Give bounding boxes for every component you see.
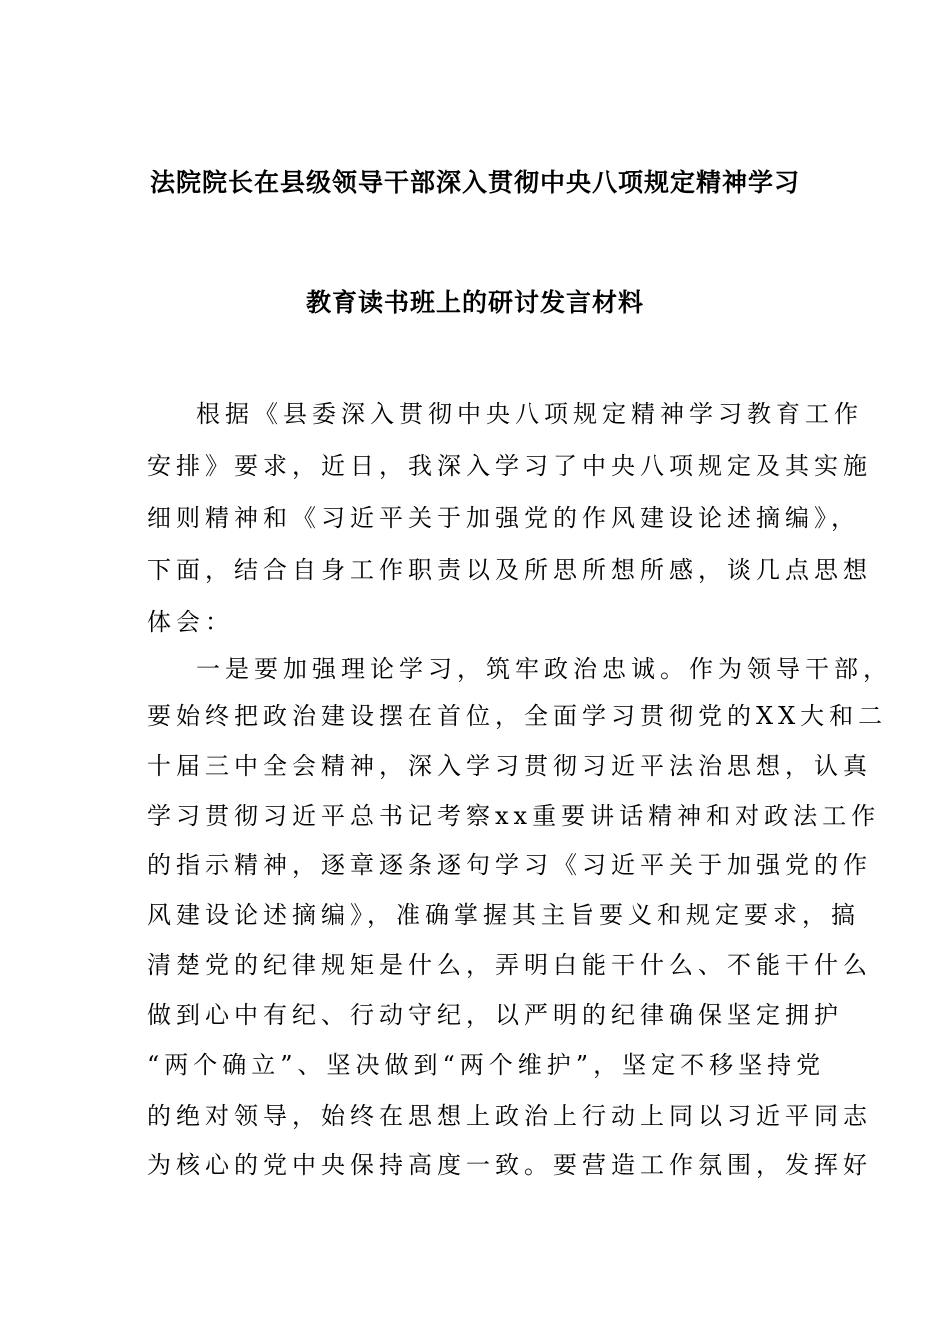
body-line: 学习贯彻习近平总书记考察xx重要讲话精神和对政法工作	[147, 802, 881, 830]
body-line: 安排》要求，近日，我深入学习了中央八项规定及其实施	[147, 452, 872, 480]
title-line-1: 法院院长在县级领导干部深入贯彻中央八项规定精神学习	[149, 168, 800, 197]
body-line: 体会：	[147, 608, 234, 636]
body-line: 的指示精神，逐章逐条逐句学习《习近平关于加强党的作	[147, 851, 872, 879]
body-line: 下面，结合自身工作职责以及所思所想所感，谈几点思想	[147, 556, 872, 584]
body-line: 风建设论述摘编》，准确掌握其主旨要义和规定要求，搞	[147, 901, 860, 929]
body-line: 为核心的党中央保持高度一致。要营造工作氛围，发挥好	[147, 1151, 872, 1179]
body-line: “两个确立”、坚决做到“两个维护”，坚定不移坚持党	[147, 1051, 826, 1079]
body-line: 做到心中有纪、行动守纪，以严明的纪律确保坚定拥护	[147, 1001, 843, 1029]
body-line: 要始终把政治建设摆在首位，全面学习贯彻党的XX大和二	[147, 702, 888, 730]
title-line-2: 教育读书班上的研讨发言材料	[305, 288, 644, 317]
body-line: 根据《县委深入贯彻中央八项规定精神学习教育工作	[196, 400, 863, 428]
body-line: 的绝对领导，始终在思想上政治上行动上同以习近平同志	[147, 1102, 872, 1130]
body-line: 一是要加强理论学习，筑牢政治忠诚。作为领导干部，	[196, 655, 892, 683]
body-line: 十届三中全会精神，深入学习贯彻习近平法治思想，认真	[147, 752, 872, 780]
body-line: 清楚党的纪律规矩是什么，弄明白能干什么、不能干什么	[147, 951, 872, 979]
body-line: 细则精神和《习近平关于加强党的作风建设论述摘编》，	[147, 504, 860, 532]
